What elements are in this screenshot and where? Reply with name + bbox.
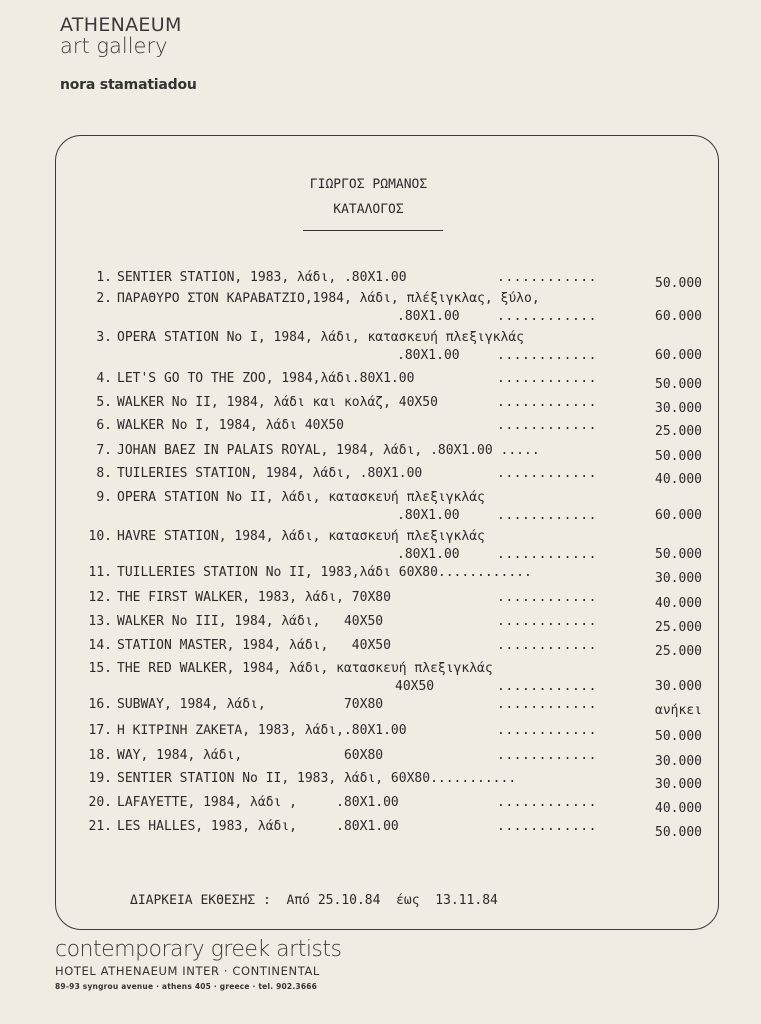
item-title: TUILERIES STATION, 1984, λάδι, .80X1.00 xyxy=(117,466,423,481)
item-title: JOHAN BAEZ IN PALAIS ROYAL, 1984, λάδι, .80X1.00 ..... xyxy=(117,443,540,458)
item-title: THE RED WALKER, 1984, λάδι, κατασκευή πλεξιγκλάς xyxy=(117,661,493,676)
item-price: 60.000 xyxy=(655,508,702,523)
item-title: SENTIER STATION No II, 1983, λάδι, 60X80........... xyxy=(117,771,517,786)
item-title: WALKER No II, 1984, λάδι και κολάζ, 40X50 xyxy=(117,395,438,410)
item-number: 20. xyxy=(88,795,112,810)
item-dimensions: .80X1.00 xyxy=(397,348,460,363)
item-leader-dots: ............ xyxy=(497,547,597,562)
item-number: 16. xyxy=(88,697,112,712)
list-item xyxy=(0,330,761,346)
item-price: 30.000 xyxy=(655,679,702,694)
item-dimensions: .80X1.00 xyxy=(397,309,460,324)
list-item xyxy=(0,697,761,718)
item-number: 9. xyxy=(96,490,112,505)
item-number: 6. xyxy=(96,418,112,433)
item-price: 40.000 xyxy=(655,596,702,611)
list-item xyxy=(0,795,761,816)
footer-brand: contemporary greek artists xyxy=(55,937,342,962)
item-title: ΠΑΡΑΘΥΡΟ ΣΤΟΝ ΚΑΡΑΒΑΤΖΙΟ,1984, λάδι, πλέξιγκλας, ξύλο, xyxy=(117,291,540,306)
item-number: 12. xyxy=(88,590,112,605)
item-title: Η ΚΙΤΡΙΝΗ ΖΑΚΕΤΑ, 1983, λάδι,.80X1.00 xyxy=(117,723,407,738)
item-number: 15. xyxy=(88,661,112,676)
item-price: 50.000 xyxy=(655,825,702,840)
list-item xyxy=(0,443,761,464)
item-leader-dots: ............ xyxy=(497,508,597,523)
item-leader-dots: ............ xyxy=(497,270,597,285)
list-item xyxy=(0,371,761,392)
item-leader-dots: ............ xyxy=(497,371,597,386)
item-price: 40.000 xyxy=(655,801,702,816)
item-price: 30.000 xyxy=(655,777,702,792)
list-item xyxy=(0,466,761,487)
item-price: 50.000 xyxy=(655,729,702,744)
item-price: 50.000 xyxy=(655,547,702,562)
item-title: LAFAYETTE, 1984, λάδι , .80X1.00 xyxy=(117,795,399,810)
item-number: 4. xyxy=(96,371,112,386)
item-price: 60.000 xyxy=(655,309,702,324)
list-item-continuation xyxy=(0,547,761,563)
item-number: 1. xyxy=(96,270,112,285)
item-number: 2. xyxy=(96,291,112,306)
item-number: 8. xyxy=(96,466,112,481)
item-leader-dots: ............ xyxy=(497,697,597,712)
item-leader-dots: ............ xyxy=(497,466,597,481)
item-leader-dots: ............ xyxy=(497,748,597,763)
list-item xyxy=(0,748,761,769)
item-leader-dots: ............ xyxy=(497,795,597,810)
list-item-continuation xyxy=(0,348,761,364)
item-dimensions: 40X50 xyxy=(395,679,435,694)
list-item xyxy=(0,291,761,307)
item-title: OPERA STATION No I, 1984, λάδι, κατασκευή πλεξιγκλάς xyxy=(117,330,524,345)
list-item-continuation xyxy=(0,679,761,695)
item-number: 14. xyxy=(88,638,112,653)
item-leader-dots: ............ xyxy=(497,638,597,653)
item-number: 21. xyxy=(88,819,112,834)
item-price: 25.000 xyxy=(655,644,702,659)
item-number: 3. xyxy=(96,330,112,345)
exhibition-duration: ΔΙΑΡΚΕΙΑ ΕΚΘΕΣΗΣ : Από 25.10.84 έως 13.11.84 xyxy=(130,893,498,908)
footer-address: 89-93 syngrou avenue · athens 405 · greece · tel. 902.3666 xyxy=(55,982,318,991)
list-item xyxy=(0,819,761,840)
item-number: 19. xyxy=(88,771,112,786)
item-price: 25.000 xyxy=(655,424,702,439)
item-title: OPERA STATION No II, λάδι, κατασκευή πλεξιγκλάς xyxy=(117,490,485,505)
list-item xyxy=(0,490,761,506)
gallery-logo-subtitle: art gallery xyxy=(60,34,168,58)
list-item xyxy=(0,723,761,744)
item-leader-dots: ............ xyxy=(497,590,597,605)
item-price: 25.000 xyxy=(655,620,702,635)
title-underline xyxy=(303,230,443,231)
item-number: 18. xyxy=(88,748,112,763)
item-title: SUBWAY, 1984, λάδι, 70X80 xyxy=(117,697,384,712)
item-number: 7. xyxy=(96,443,112,458)
list-item xyxy=(0,590,761,611)
item-title: WALKER No III, 1984, λάδι, 40X50 xyxy=(117,614,384,629)
item-price: 30.000 xyxy=(655,754,702,769)
item-price: 30.000 xyxy=(655,401,702,416)
item-number: 10. xyxy=(88,529,112,544)
item-leader-dots: ............ xyxy=(497,679,597,694)
list-item xyxy=(0,614,761,635)
list-item xyxy=(0,661,761,677)
curator-name: nora stamatiadou xyxy=(60,77,197,93)
item-number: 11. xyxy=(88,565,112,580)
list-item-continuation xyxy=(0,508,761,524)
item-number: 13. xyxy=(88,614,112,629)
list-item xyxy=(0,529,761,545)
item-number: 17. xyxy=(88,723,112,738)
item-title: HAVRE STATION, 1984, λάδι, κατασκευή πλεξιγκλάς xyxy=(117,529,485,544)
item-price: 40.000 xyxy=(655,472,702,487)
item-price: 50.000 xyxy=(655,449,702,464)
item-title: STATION MASTER, 1984, λάδι, 40X50 xyxy=(117,638,391,653)
item-leader-dots: ............ xyxy=(497,309,597,324)
item-dimensions: .80X1.00 xyxy=(397,508,460,523)
item-leader-dots: ............ xyxy=(497,723,597,738)
item-title: LET'S GO TO THE ZOO, 1984,λάδι.80X1.00 xyxy=(117,371,415,386)
item-title: WALKER No I, 1984, λάδι 40X50 xyxy=(117,418,344,433)
item-leader-dots: ............ xyxy=(497,348,597,363)
gallery-logo-name: ATHENAEUM xyxy=(60,14,182,36)
item-leader-dots: ............ xyxy=(497,418,597,433)
item-leader-dots: ............ xyxy=(497,819,597,834)
list-item xyxy=(0,418,761,439)
item-leader-dots: ............ xyxy=(497,395,597,410)
item-price: ανήκει xyxy=(655,703,702,718)
list-item xyxy=(0,395,761,416)
item-title: SENTIER STATION, 1983, λάδι, .80X1.00 xyxy=(117,270,407,285)
list-item-continuation xyxy=(0,309,761,325)
item-price: 30.000 xyxy=(655,571,702,586)
item-title: TUILLERIES STATION No II, 1983,λάδι 60X80............ xyxy=(117,565,532,580)
catalog-title: ΚΑΤΑΛΟΓΟΣ xyxy=(333,202,404,217)
list-item xyxy=(0,565,761,586)
item-title: LES HALLES, 1983, λάδι, .80X1.00 xyxy=(117,819,399,834)
list-item xyxy=(0,638,761,659)
item-price: 50.000 xyxy=(655,276,702,291)
artist-name: ΓΙΩΡΓΟΣ ΡΩΜΑΝΟΣ xyxy=(309,177,428,192)
item-leader-dots: ............ xyxy=(497,614,597,629)
item-price: 60.000 xyxy=(655,348,702,363)
footer-hotel: HOTEL ATHENAEUM INTER · CONTINENTAL xyxy=(55,964,320,978)
item-number: 5. xyxy=(96,395,112,410)
item-price: 50.000 xyxy=(655,377,702,392)
list-item xyxy=(0,771,761,792)
item-title: THE FIRST WALKER, 1983, λάδι, 70X80 xyxy=(117,590,391,605)
item-dimensions: .80X1.00 xyxy=(397,547,460,562)
item-title: WAY, 1984, λάδι, 60X80 xyxy=(117,748,384,763)
list-item xyxy=(0,270,761,291)
